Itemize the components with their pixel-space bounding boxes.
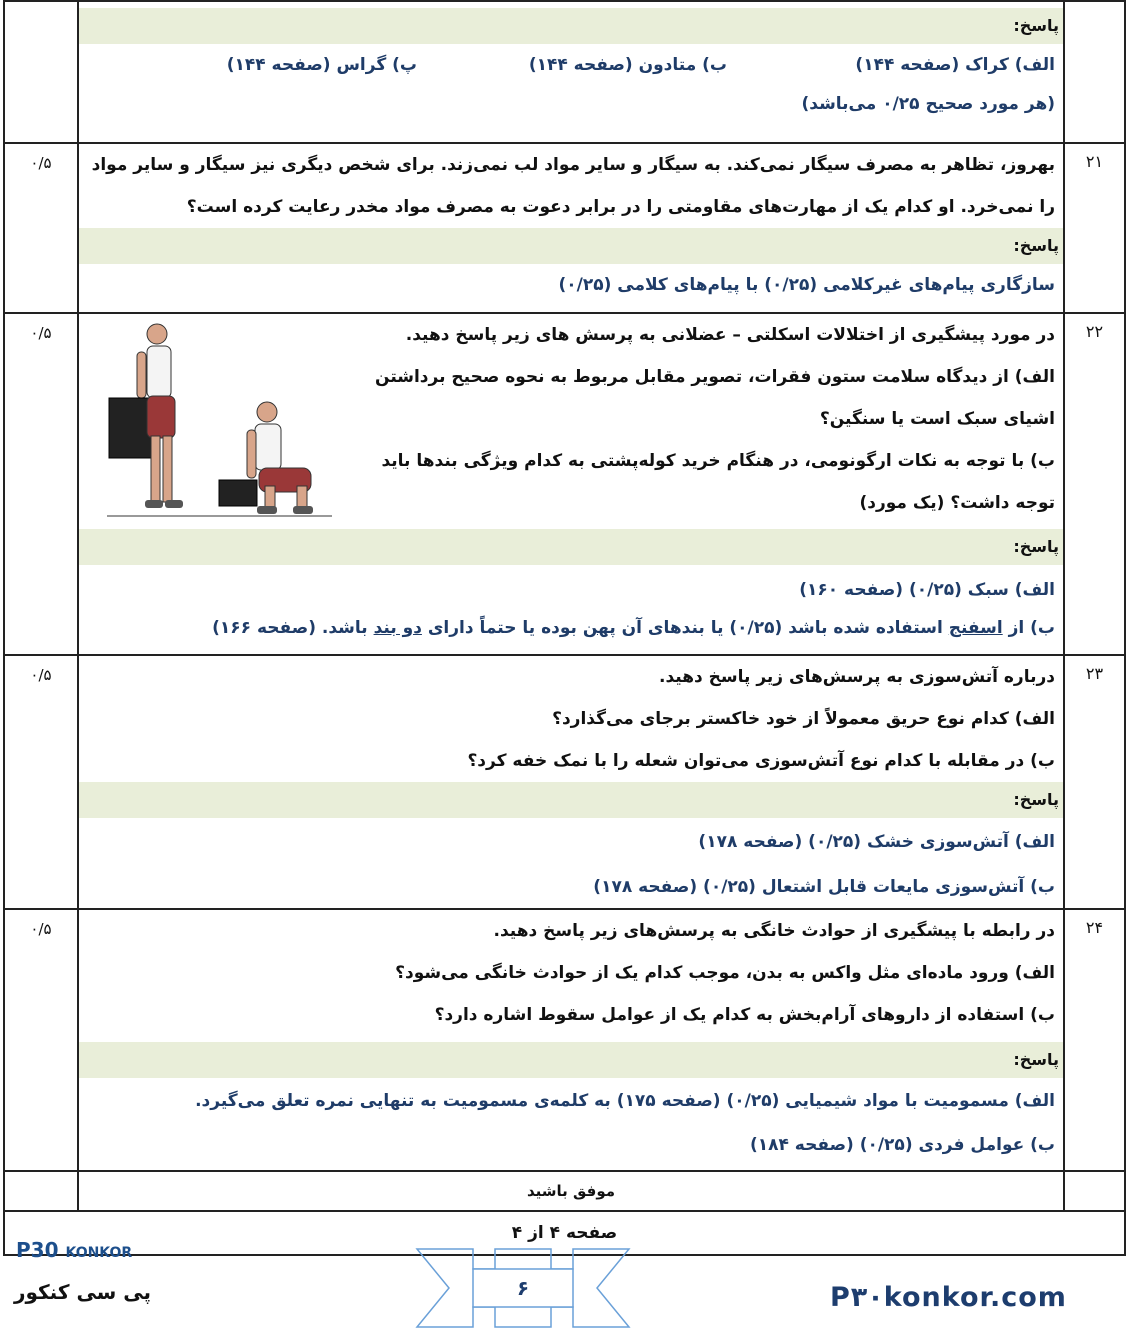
answer-a: الف) مسمومیت با مواد شیمیایی (۰/۲۵) (صفحه ۱۷۵) به کلمه‌ی مسمومیت به تنهایی نمره تعلق می‌گیرد. — [195, 1091, 1055, 1111]
question-number: ۲۲ — [1064, 313, 1125, 655]
question-number-cell — [1064, 1, 1125, 143]
answer-b-underlined: اسفنج — [948, 618, 1003, 638]
question-content — [78, 143, 1064, 313]
question-text-line: توجه داشت؟ (یک مورد) — [859, 493, 1055, 513]
answer-c: پ) گراس (صفحه ۱۴۴) — [226, 55, 417, 75]
logo-persian-name: پی سی کنکور — [14, 1280, 152, 1304]
question-text-line: الف) از دیدگاه سلامت ستون فقرات، تصویر مقابل مربوط به نحوه صحیح برداشتن — [375, 367, 1055, 387]
question-content — [78, 1, 1064, 143]
answer-b-part: استفاده شده باشد (۰/۲۵) یا بندهای آن — [615, 618, 949, 638]
answer-b-underlined: پهن — [582, 618, 616, 638]
question-text-line: بهروز، تظاهر به مصرف سیگار نمی‌کند. به سیگار و سایر مواد لب نمی‌زند. برای شخص دیگری نیز سیگار و سایر مواد — [91, 155, 1055, 175]
answer-a: الف) سبک (۰/۲۵) (صفحه ۱۶۰) — [799, 580, 1055, 600]
answer-b: ب) متادون (صفحه ۱۴۴) — [528, 55, 727, 75]
score-cell — [4, 1, 78, 143]
logo-text: P30 — [16, 1238, 59, 1262]
good-luck-text: موفق باشید — [78, 1171, 1064, 1211]
question-21-row — [4, 143, 1125, 313]
answer-a: الف) آتش‌سوزی خشک (۰/۲۵) (صفحه ۱۷۸) — [698, 832, 1055, 852]
footer-row — [4, 1171, 1125, 1211]
logo-mark — [16, 1238, 132, 1262]
question-text-line: را نمی‌خرد. او کدام یک از مهارت‌های مقاومتی را در برابر دعوت به مصرف مواد مخدر رعایت کرده است؟ — [186, 197, 1055, 217]
answer-label: پاسخ: — [79, 529, 1063, 565]
answer-text: سازگاری پیام‌های غیرکلامی (۰/۲۵) با پیام‌های کلامی (۰/۲۵) — [558, 275, 1055, 295]
site-url[interactable]: P۳۰konkor.com — [830, 1282, 1067, 1313]
question-text-line: الف) ورود ماده‌ای مثل واکس به بدن، موجب کدام یک از حوادث خانگی می‌شود؟ — [395, 963, 1055, 983]
question-text-line: ب) با توجه به نکات ارگونومی، در هنگام خرید کوله‌پشتی به کدام ویژگی بندها باید — [381, 451, 1055, 471]
question-24-row — [4, 909, 1125, 1171]
answer-a: الف) کراک (صفحه ۱۴۴) — [855, 55, 1055, 75]
question-text-line: اشیای سبک است یا سنگین؟ — [819, 409, 1055, 429]
answer-note: (هر مورد صحیح ۰/۲۵ می‌باشد) — [801, 94, 1055, 114]
answer-label: پاسخ: — [79, 782, 1063, 818]
question-number: ۲۳ — [1064, 655, 1125, 909]
lifting-posture-illustration — [107, 320, 332, 525]
answer-label: پاسخ: — [79, 1042, 1063, 1078]
question-title: در مورد پیشگیری از اختلالات اسکلتی – عضلانی به پرسش های زیر پاسخ دهید. — [405, 325, 1055, 345]
question-content — [78, 655, 1064, 909]
answer-b: ب) عوامل فردی (۰/۲۵) (صفحه ۱۸۴) — [749, 1135, 1055, 1155]
answer-b-part: ب) از — [1002, 618, 1055, 638]
answer-b-underlined: دو بند — [373, 618, 422, 638]
answer-b-part: بوده یا حتماً دارای — [421, 618, 583, 638]
footer-empty-cell — [1064, 1171, 1125, 1211]
question-number: ۲۴ — [1064, 909, 1125, 1171]
footer-empty-cell — [4, 1171, 78, 1211]
question-title: در رابطه با پیشگیری از حوادث خانگی به پرسش‌های زیر پاسخ دهید. — [493, 921, 1055, 941]
logo-subtext: KONKOR — [65, 1245, 133, 1261]
question-22-row — [4, 313, 1125, 655]
question-title: درباره آتش‌سوزی به پرسش‌های زیر پاسخ دهید. — [659, 667, 1055, 687]
answer-line — [79, 44, 1063, 86]
answer-label: پاسخ: — [79, 8, 1063, 44]
question-score: ۰/۵ — [4, 143, 78, 313]
question-number: ۲۱ — [1064, 143, 1125, 313]
page-info: صفحه ۴ از ۴ — [4, 1211, 1125, 1255]
question-score: ۰/۵ — [4, 655, 78, 909]
question-20-row — [4, 1, 1125, 143]
answer-b — [79, 615, 1063, 641]
question-23-row — [4, 655, 1125, 909]
question-score: ۰/۵ — [4, 313, 78, 655]
question-content — [78, 909, 1064, 1171]
answer-b: ب) آتش‌سوزی مایعات قابل اشتعال (۰/۲۵) (صفحه ۱۷۸) — [593, 877, 1055, 897]
page-number-badge — [415, 1243, 631, 1333]
question-text-line: ب) در مقابله با کدام نوع آتش‌سوزی می‌توان شعله را با نمک خفه کرد؟ — [467, 751, 1055, 771]
question-text-line: ب) استفاده از داروهای آرام‌بخش به کدام یک از عوامل سقوط اشاره دارد؟ — [434, 1005, 1055, 1025]
question-text-line: الف) کدام نوع حریق معمولاً از خود خاکستر برجای می‌گذارد؟ — [552, 709, 1055, 729]
question-score: ۰/۵ — [4, 909, 78, 1171]
p30konkor-logo — [8, 1232, 168, 1312]
page-number: ۶ — [516, 1276, 530, 1300]
question-content — [78, 313, 1064, 655]
answer-b-part: باشد. (صفحه ۱۶۶) — [212, 618, 374, 638]
exam-answer-sheet — [3, 0, 1126, 1256]
answer-label: پاسخ: — [79, 228, 1063, 264]
